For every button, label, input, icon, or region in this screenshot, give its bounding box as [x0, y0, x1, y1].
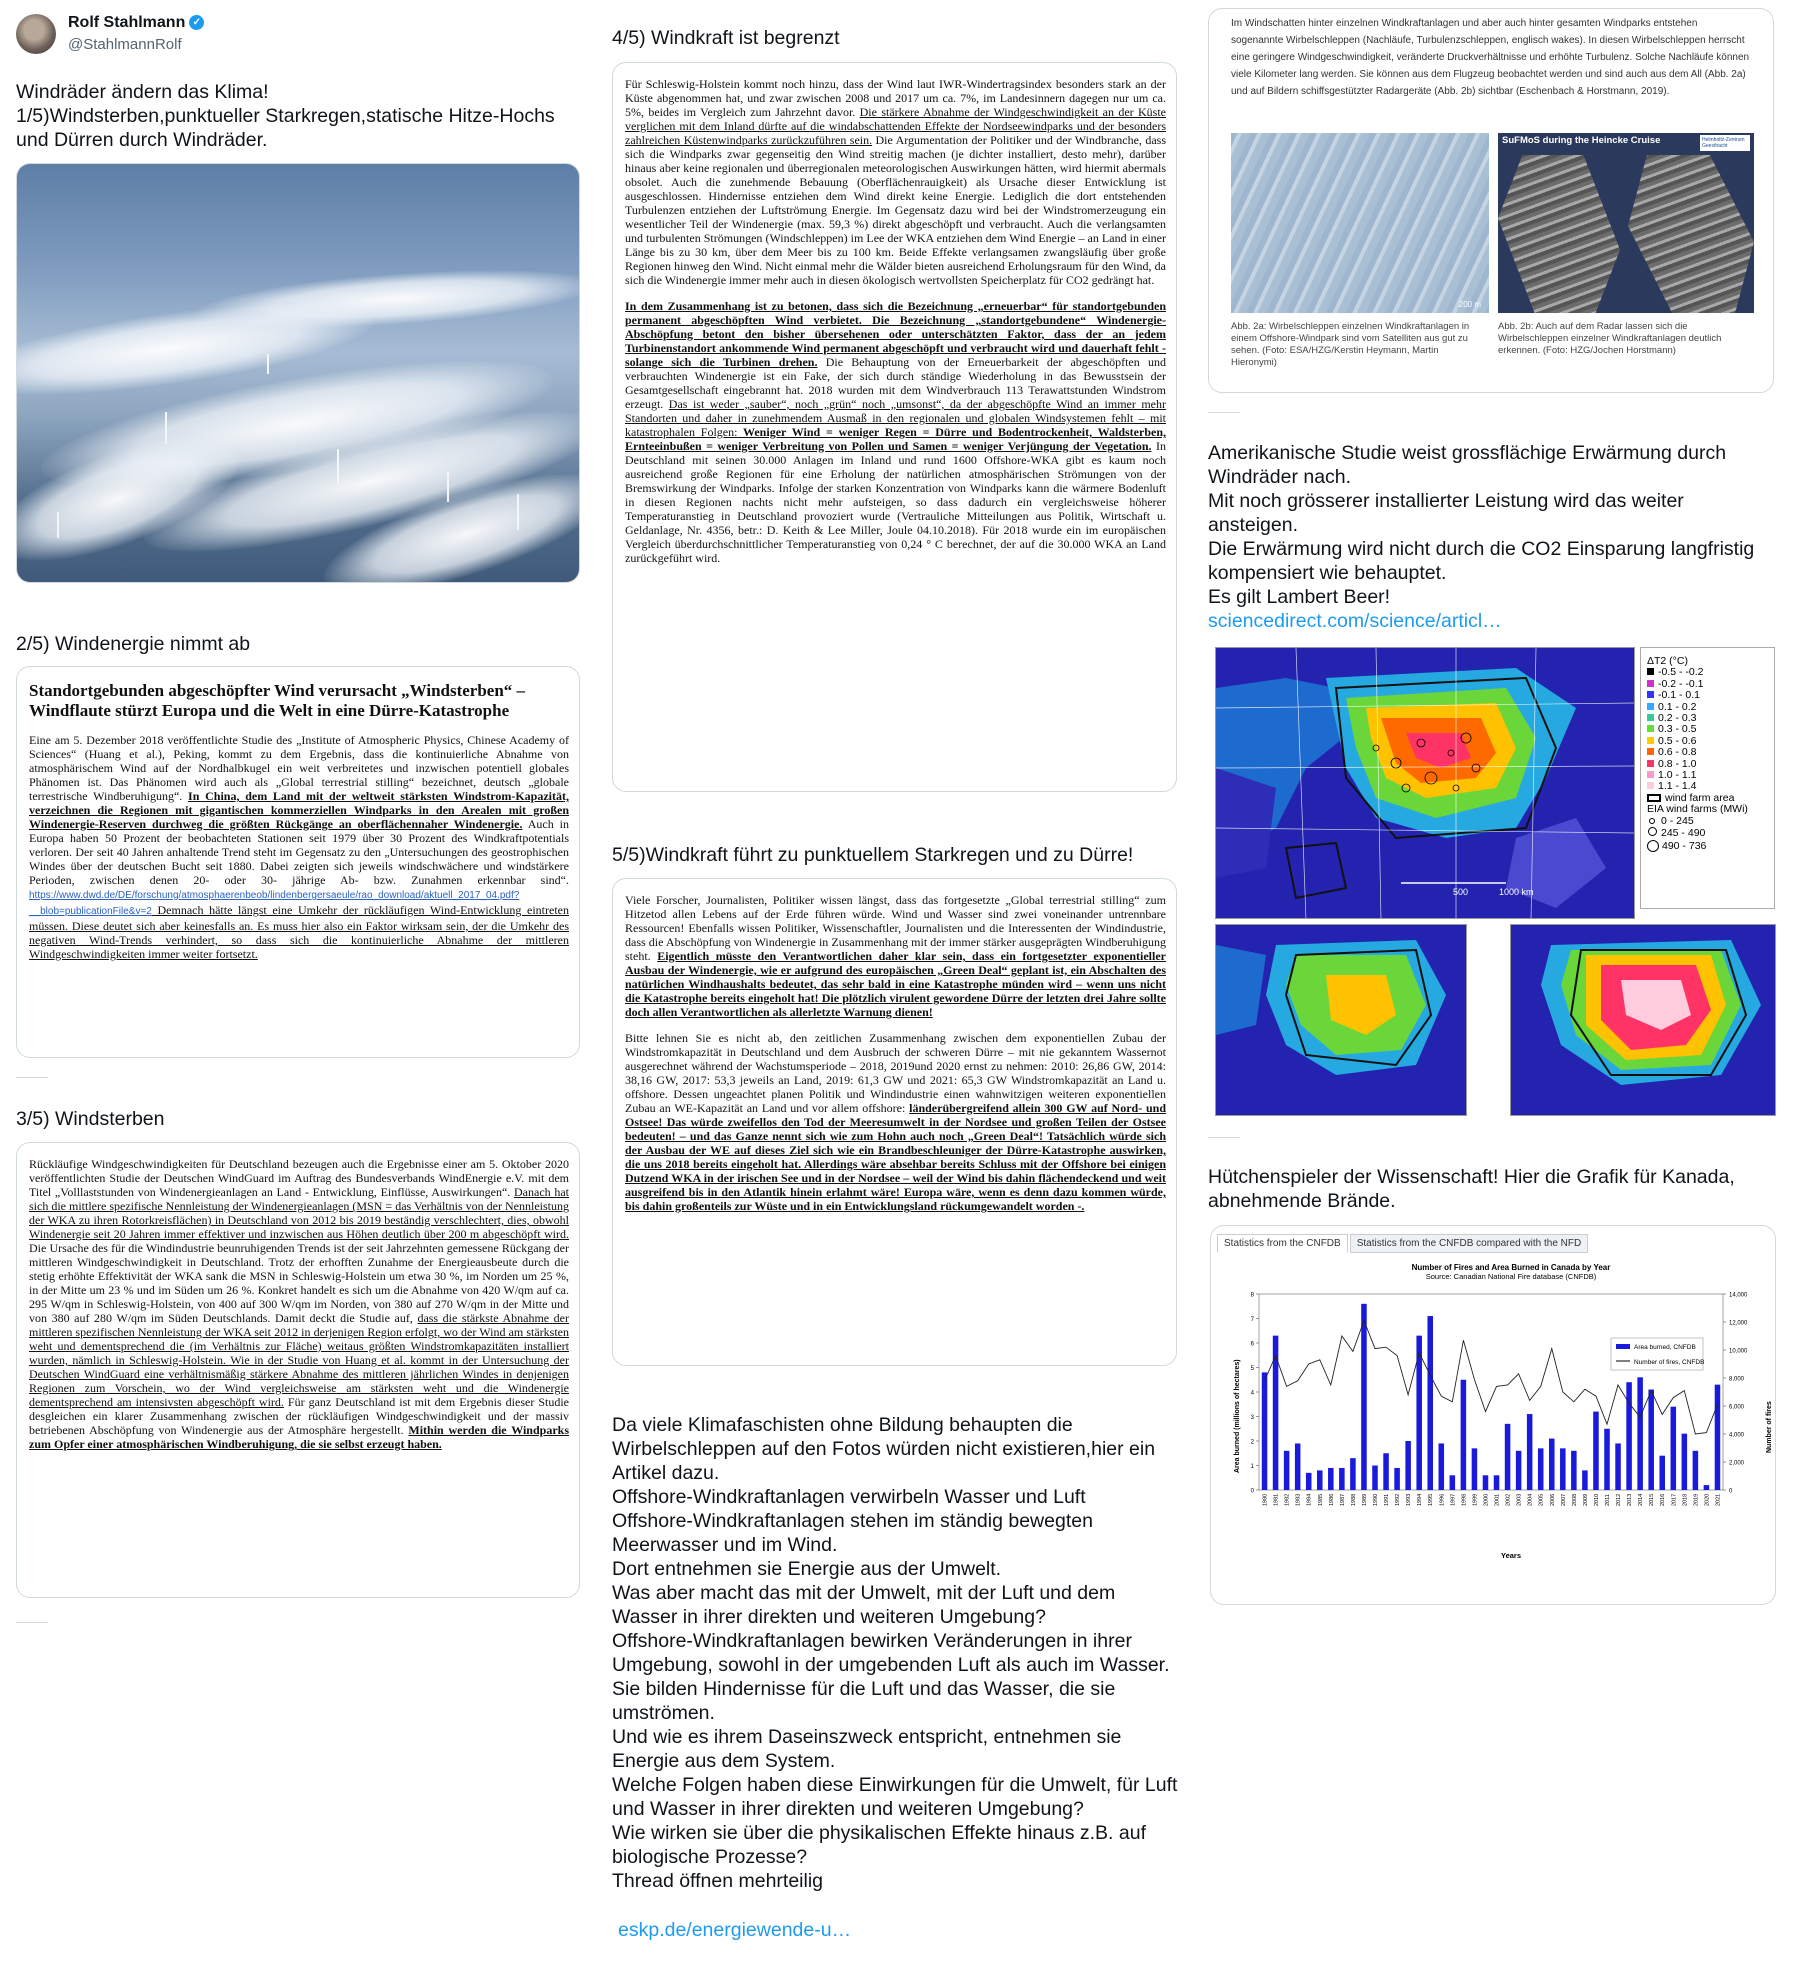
post-9-text: Hütchenspieler der Wissenschaft! Hier die Grafik für Kanada, abnehmende Brände.: [1208, 1166, 1735, 1212]
legend-eia: EIA wind farms (MWi): [1647, 803, 1748, 816]
x-tick-label: 2010: [1593, 1493, 1600, 1506]
wind-farm-photo[interactable]: [16, 163, 580, 583]
legend-swatch: [1647, 760, 1654, 767]
scale-500-label: 500: [1453, 887, 1469, 897]
x-tick-label: 2015: [1649, 1493, 1656, 1506]
x-tick-label: 1984: [1306, 1493, 1313, 1506]
chart-tabs: [1217, 1234, 1590, 1253]
x-tick-label: 1999: [1472, 1493, 1479, 1506]
y2-tick-label: 2,000: [1729, 1460, 1745, 1467]
x-tick-label: 2001: [1494, 1493, 1501, 1506]
legend-swatch: [1647, 725, 1654, 732]
post-5-document[interactable]: [612, 878, 1177, 1366]
x-tick-label: 1988: [1350, 1493, 1357, 1506]
x-tick-label: 1986: [1328, 1493, 1335, 1506]
bar-area-burned: [1295, 1443, 1301, 1490]
bar-area-burned: [1527, 1414, 1533, 1490]
caption-2a: Abb. 2a: Wirbelschleppen einzelnen Windkraftanlagen in einem Offshore-Windpark sind vom Satelliten aus gut zu sehen. (Foto: ESA/HZG/Kerstin Heymann, Martin Hieronymi): [1231, 321, 1470, 368]
chart-y2label: Number of fires: [1766, 1401, 1773, 1453]
post-3-text: 3/5) Windsterben: [16, 1108, 165, 1130]
legend-swatch: [1647, 771, 1654, 778]
y-tick-label: 8: [1250, 1292, 1254, 1299]
x-tick-label: 2013: [1627, 1493, 1634, 1506]
bar-area-burned: [1450, 1475, 1456, 1490]
y2-tick-label: 6,000: [1729, 1404, 1745, 1411]
bar-area-burned: [1328, 1468, 1334, 1490]
bar-area-burned: [1394, 1468, 1400, 1490]
y-tick-label: 0: [1250, 1488, 1254, 1495]
y-tick-label: 6: [1250, 1341, 1254, 1348]
bar-area-burned: [1704, 1485, 1710, 1490]
bar-area-burned: [1682, 1434, 1688, 1490]
bar-area-burned: [1306, 1473, 1312, 1490]
post-2-document[interactable]: [16, 666, 580, 1058]
y-tick-label: 1: [1250, 1464, 1254, 1470]
x-tick-label: 1992: [1395, 1493, 1402, 1506]
bar-area-burned: [1560, 1448, 1566, 1490]
x-tick-label: 1995: [1428, 1493, 1435, 1506]
y2-tick-label: 12,000: [1729, 1320, 1748, 1327]
chart-xlabel: Years: [1500, 1551, 1522, 1560]
x-tick-label: 2011: [1605, 1494, 1611, 1506]
bar-area-burned: [1505, 1424, 1511, 1490]
warming-map-small-svg: [1511, 925, 1776, 1116]
warming-map-main[interactable]: [1215, 647, 1635, 919]
x-tick-label: 2005: [1538, 1493, 1545, 1506]
x-tick-label: 1982: [1284, 1493, 1291, 1506]
thread-separator: [1208, 1137, 1240, 1138]
legend-item: 0.8 - 1.0: [1647, 759, 1768, 770]
radar-scan-a: [1498, 155, 1620, 313]
sciencedirect-link[interactable]: sciencedirect.com/science/articl…: [1208, 610, 1502, 632]
bar-area-burned: [1273, 1336, 1279, 1490]
document-paragraph: Für Schleswig-Holstein kommt noch hinzu, dass der Wind laut IWR-Windertragsindex besonders stark an der Küste abgenommen hat, und zwar zwischen 2008 und 2017 um ca. 7%, im Landesinnern dagegen nur um ca. 5%, beides im Vergleich zum Jahrzehnt davor. Die stärkere Abnahme der Windgeschwindigkeit an der Küste verglichen mit dem Inland dürfte auf die windabschattenden Effekte der Nordseewindparks und der besonders zahlreichen Küstenwindparks zurückzuführen sein. Die Argumentation der Politiker und der Windbranche, dass sich die Windparks zwar gegenseitig den Wind streitig machen (je dichter installiert, desto mehr), darüber hinaus aber keine regionalen und überregionalen meteorologischen Auswirkungen hätten, wird hiermit abermals obsolet. Auch die zunehmende Bebauung (Oberflächenrauigkeit) als Ursache dieser Entwicklung ist ausgeschlossen. Hindernisse entziehen dem Wind direkt keine Energie. Lediglich die dort entstehenden Turbulenzen entziehen der Luftströmung Energie. Im Gegensatz dazu wird bei der Windstromerzeugung ein wesentlicher Teil der Windenergie (max. 59,3 %) direkt abgeschöpft und verbraucht. Auch die verlangsamten und turbulenten Strömungen (Windschleppen) im Lee der WKA entziehen dem Wind Energie – an Land in einer Länge bis zu 30 km, über dem Meer bis zu 100 km. Beide Effekte verlangsamen zwangsläufig über große Regionen hinweg den Wind. Nicht einmal mehr die Wälder bieten ausreichend Erholungsraum für den Wind, da sich die Windenergie immer mehr auch in diesen ökologisch wertvollsten Speicherplatz für CO2 gedrängt hat.: [625, 77, 1166, 287]
legend-swatch: [1647, 680, 1654, 687]
x-tick-label: 2014: [1638, 1493, 1645, 1506]
x-tick-label: 1989: [1361, 1493, 1368, 1506]
fire-chart: [1211, 1258, 1776, 1598]
author-header: [16, 14, 576, 64]
chart-title: Number of Fires and Area Burned in Canada by Year: [1411, 1263, 1611, 1272]
legend-item: 0.5 - 0.6: [1647, 736, 1768, 747]
satellite-image: [1231, 133, 1489, 313]
post-2-text: 2/5) Windenergie nimmt ab: [16, 633, 251, 655]
bar-area-burned: [1383, 1453, 1389, 1490]
legend-farm-area: wind farm area: [1647, 793, 1768, 804]
turbine: [57, 512, 59, 538]
y2-tick-label: 0: [1729, 1488, 1733, 1495]
x-tick-label: 2004: [1527, 1493, 1534, 1506]
legend-swatch: [1647, 737, 1654, 744]
x-tick-label: 2017: [1671, 1493, 1678, 1506]
bar-area-burned: [1427, 1316, 1433, 1490]
y-tick-label: 4: [1250, 1390, 1254, 1397]
x-tick-label: 1990: [1373, 1493, 1379, 1506]
warming-map-small-1[interactable]: [1215, 924, 1467, 1116]
bar-area-burned: [1317, 1470, 1323, 1490]
x-tick-label: 1987: [1339, 1493, 1346, 1506]
legend-title: ΔT2 (°C): [1647, 655, 1688, 667]
x-tick-label: 1985: [1317, 1493, 1324, 1506]
article-text: Im Windschatten hinter einzelnen Windkraftanlagen und aber auch hinter gesamten Windparks entstehen sogenannte Wirbelschleppen (Nachläufe, Turbulenzschleppen, englisch wakes). In diesen Wirbelschleppen herrscht eine geringere Windgeschwindigkeit, veränderte Druckverhältnisse und erhöhte Turbulenz. Solche Nachläufe können viele Kilometer lang werden. Sie können aus dem Flugzeug beobachtet werden und sind auch aus dem All (Abb. 2a) und auf Bildern schiffsgestützter Radargeräte (Abb. 2b) sichtbar (Eschenbach & Horstmann, 2019).: [1231, 18, 1750, 97]
turbine: [337, 449, 339, 483]
legend-swatch: [1647, 748, 1654, 755]
legend-items: [1647, 667, 1768, 792]
thread-separator: [16, 1622, 48, 1623]
tab-cnfdb[interactable]: Statistics from the CNFDB: [1217, 1234, 1348, 1253]
x-tick-label: 1996: [1439, 1493, 1446, 1506]
institute-logo: Helmholtz-Zentrum Geesthacht: [1700, 135, 1750, 151]
legend-item: -0.1 - 0.1: [1647, 690, 1768, 701]
legend-item: 1.0 - 1.1: [1647, 770, 1768, 781]
chart-subtitle: Source: Canadian National Fire database (CNFDB): [1425, 1272, 1597, 1281]
document-paragraph: Viele Forscher, Journalisten, Politiker wissen längst, dass das fortgesetzte „Global terrestrial stilling“ zum Hitzetod allen Lebens auf der Erde führen würde. Wind und Wasser sind zwei voneinander untrennbare Ressourcen! Ebenfalls wissen Politiker, Wissenschaftler, Journalisten und die Interessenten der Windindustrie, dass die Abschöpfung von Windenergie in Zusammenhang mit der immer stärker ausgeprägten Windberuhigung steht. Eigentlich müsste den Verantwortlichen daher klar sein, dass ein fortgesetzter exponentieller Ausbau der Windenergie, wie er aufgrund des europäischen „Green Deal“ geplant ist, ein Abschalten des natürlichen Windhaushalts bedeutet, das sehr bald in eine Katastrophe münden wird – wenn uns nicht die Katastrophe bereits eingeholt hat! Die plötzlich virulent gewordene Dürre der letzten drei Jahre sollte doch allen Verantwortlichen als allerletzte Warnung dienen!: [625, 893, 1166, 1019]
bar-area-burned: [1461, 1380, 1467, 1490]
x-tick-label: 1994: [1417, 1493, 1424, 1506]
warming-map-small-svg: [1216, 925, 1467, 1116]
post-8-text: Amerikanische Studie weist grossflächige Erwärmung durch Windräder nach. Mit noch grösserer installierter Leistung wird das weiter ansteigen. Die Erwärmung wird nicht durch die CO2 Einsparung langfristig kompensiert wie behauptet. Es gilt Lambert Beer!: [1208, 442, 1755, 608]
bar-area-burned: [1671, 1407, 1677, 1490]
thread-separator: [16, 1077, 48, 1078]
bar-area-burned: [1483, 1475, 1489, 1490]
bar-area-burned: [1262, 1372, 1268, 1490]
bar-area-burned: [1405, 1441, 1411, 1490]
legend-item: -0.2 - -0.1: [1647, 679, 1768, 690]
legend-swatch: [1647, 782, 1654, 789]
x-tick-label: 2003: [1516, 1493, 1523, 1506]
bar-area-burned: [1494, 1475, 1500, 1490]
x-tick-label: 2009: [1582, 1493, 1589, 1506]
bar-area-burned: [1472, 1448, 1478, 1490]
legend-item: 0.3 - 0.5: [1647, 724, 1768, 735]
y2-tick-label: 4,000: [1729, 1432, 1745, 1439]
x-tick-label: 2008: [1571, 1493, 1578, 1506]
post-5-text: 5/5)Windkraft führt zu punktuellem Starkregen und zu Dürre!: [612, 844, 1134, 866]
legend-bar-label: Area burned, CNFDB: [1634, 1344, 1696, 1351]
legend-item: 0.1 - 0.2: [1647, 702, 1768, 713]
eskp-link[interactable]: eskp.de/energiewende-u…: [618, 1919, 852, 1941]
post-1-text: Windräder ändern das Klima! 1/5)Windsterben,punktueller Starkregen,statische Hitze-Hochs und Dürren durch Windräder.: [16, 81, 555, 151]
bar-area-burned: [1516, 1451, 1522, 1490]
farm-area-icon: [1647, 794, 1661, 802]
bar-area-burned: [1439, 1443, 1445, 1490]
bar-area-burned: [1659, 1456, 1665, 1490]
turbine: [447, 472, 449, 502]
post-3-document[interactable]: [16, 1142, 580, 1598]
turbine: [267, 354, 269, 374]
legend-eia-item: 490 - 736: [1647, 840, 1768, 852]
bar-area-burned: [1615, 1443, 1621, 1490]
x-tick-label: 1993: [1406, 1493, 1413, 1506]
avatar[interactable]: [16, 14, 56, 54]
x-tick-label: 2002: [1505, 1493, 1512, 1506]
bar-area-burned: [1571, 1451, 1577, 1490]
legend-swatch: [1647, 703, 1654, 710]
radar-image: [1498, 133, 1754, 313]
y-tick-label: 2: [1250, 1439, 1254, 1446]
warming-map-svg: [1216, 648, 1635, 919]
fire-chart-card[interactable]: [1210, 1225, 1776, 1605]
bar-area-burned: [1648, 1390, 1654, 1490]
legend-item: -0.5 - -0.2: [1647, 667, 1768, 678]
y-tick-label: 5: [1250, 1366, 1254, 1372]
bar-area-burned: [1339, 1468, 1345, 1490]
author-name[interactable]: Rolf Stahlmann ✓: [68, 14, 204, 32]
bar-area-burned: [1538, 1448, 1544, 1490]
radar-scan-b: [1628, 155, 1754, 313]
x-tick-label: 2012: [1616, 1493, 1623, 1506]
legend-item: 1.1 - 1.4: [1647, 781, 1768, 792]
legend-swatch: [1647, 668, 1654, 675]
chart-ylabel: Area burned (millions of hectares): [1234, 1359, 1241, 1473]
dwd-link[interactable]: https://www.dwd.de/DE/forschung/atmosphaerenbeob/lindenbergersaeule/rao_download/aktuell_2017_04.pdf?__blob=publicationFile&v=2: [29, 890, 520, 917]
post-7-article-card[interactable]: [1208, 8, 1774, 393]
legend-item: 0.2 - 0.3: [1647, 713, 1768, 724]
bar-area-burned: [1361, 1304, 1367, 1490]
x-tick-label: 2019: [1693, 1493, 1700, 1506]
x-tick-label: 1981: [1273, 1493, 1280, 1506]
legend-item: 0.6 - 0.8: [1647, 747, 1768, 758]
caption-2b: Abb. 2b: Auch auf dem Radar lassen sich die Wirbelschleppen einzelner Windkraftanlagen deutlich erkennen. (Foto: HZG/Jochen Horstmann): [1498, 321, 1722, 356]
post-4-document[interactable]: [612, 62, 1177, 792]
legend-line-label: Number of fires, CNFDB: [1634, 1359, 1705, 1366]
x-tick-label: 2007: [1560, 1493, 1567, 1506]
y-tick-label: 3: [1250, 1415, 1254, 1421]
y2-tick-label: 8,000: [1729, 1376, 1745, 1383]
x-tick-label: 2016: [1660, 1493, 1667, 1506]
legend-eia-item: 0 - 245: [1647, 816, 1768, 827]
bar-area-burned: [1372, 1466, 1378, 1491]
bar-area-burned: [1626, 1382, 1632, 1490]
bar-area-burned: [1549, 1439, 1555, 1490]
post-6-text: Da viele Klimafaschisten ohne Bildung behaupten die Wirbelschleppen auf den Fotos würden nicht existieren,hier ein Artikel dazu. Offshore-Windkraftanlagen verwirbeln Wasser und Luft Offshore-Windkraftanlagen stehen im ständig bewegten Meerwasser und im Wind. Dort entnehmen sie Energie aus der Umwelt. Was aber macht das mit der Umwelt, mit der Luft und dem Wasser in ihrer direkten und weiteren Umgebung? Offshore-Windkraftanlagen bewirken Veränderungen in ihrer Umgebung, sowohl in der umgebenden Luft als auch im Wasser. Sie bilden Hindernisse für die Luft und das Wasser, die sie umströmen. Und wie es ihrem Daseinszweck entspricht, entnehmen sie Energie aus dem System. Welche Folgen haben diese Einwirkungen für die Umwelt, für Luft und Wasser in ihrer direkten und weiteren Umgebung? Wie wirken sie über die physikalischen Effekte hinaus z.B. auf biologische Prozesse? Thread öffnen mehrteilig: [612, 1414, 1178, 1892]
post-4-text: 4/5) Windkraft ist begrenzt: [612, 27, 840, 49]
legend-eia-item: 245 - 490: [1647, 827, 1768, 839]
x-tick-label: 2020: [1704, 1493, 1711, 1506]
map-legend: [1640, 647, 1775, 909]
bar-area-burned: [1693, 1451, 1699, 1490]
x-tick-label: 2000: [1483, 1493, 1490, 1506]
legend-swatch: [1647, 691, 1654, 698]
x-tick-label: 2006: [1549, 1493, 1556, 1506]
document-paragraph: Eine am 5. Dezember 2018 veröffentlichte Studie des „Institute of Atmospheric Physics, Chinese Academy of Sciences“ (Huang et al.), Peking, kommt zu dem Ergebnis, dass die kontinuierliche Abnahme von atmosphärischem Wind auf der Nordhalbkugel ein weit verbreitetes und inzwischen potentiell globales Phänomen ist. Das Phänomen wird auch als „Global terrestrial stilling“ bezeichnet, deutsch „globale terrestrische Windberuhigung“. In China, dem Land mit der weltweit stärksten Windstrom-Kapazität, verzeichnen die Regionen mit gigantischen kommerziellen Windparks in den Arealen mit großen Windenergie-Reserven durchweg die größten Rückgänge an oberflächennaher Windenergie. Auch in Europa haben 50 Prozent der beobachteten Stationen seit 1979 über 30 Prozent des Windkraftpotentials verloren. Der seit 40 Jahren anhaltende Trend steht im Gegensatz zu den „Untersuchungen des geostrophischen Windes über der deutschen Bucht seit 1880. Dabei zeigten sich jeweils windschwächere und windstärkere Perioden, zwischen denen 20- oder 30- jährige Ab- bzw. Zunahmen erkennbar sind“. https://www.dwd.de/DE/forschung/atmosphaerenbeob/lindenbergersaeule/rao_download/aktuell_2017_04.pdf?__blob=publicationFile&v=2 Demnach hätte längst eine Umkehr der rückläufigen Wind-Entwicklung eintreten müssen. Diese deutet sich aber keinesfalls an. Es muss hier also ein Faktor wirksam sein, der die Umkehr des negativen Wind-Trends verhindert, so dass sich die kontinuierliche Abnahme der mittleren Windgeschwindigkeiten immer weiter fortsetzt.: [29, 733, 569, 961]
tab-cnfdb-nfd[interactable]: Statistics from the CNFDB compared with the NFD: [1350, 1234, 1589, 1253]
bar-area-burned: [1604, 1429, 1610, 1490]
scale-1000-label: 1000 km: [1499, 887, 1534, 897]
warming-map-small-2[interactable]: [1510, 924, 1776, 1116]
bar-area-burned: [1637, 1377, 1643, 1490]
x-tick-label: 1997: [1450, 1493, 1457, 1506]
x-tick-label: 2021: [1715, 1493, 1722, 1506]
y2-tick-label: 14,000: [1729, 1292, 1748, 1299]
y2-tick-label: 10,000: [1729, 1348, 1748, 1355]
x-tick-label: 1983: [1295, 1493, 1302, 1506]
x-tick-label: 2018: [1682, 1493, 1689, 1506]
bar-area-burned: [1284, 1451, 1290, 1490]
bar-area-burned: [1582, 1470, 1588, 1490]
x-tick-label: 1980: [1262, 1493, 1269, 1506]
x-tick-label: 1998: [1461, 1493, 1468, 1506]
document-paragraph: In dem Zusammenhang ist zu betonen, dass sich die Bezeichnung „erneuerbar“ für standortgebunden permanent abgeschöpften Wind verbietet. Die Bezeichnung „standortgebundene“ Windenergie-Abschöpfung betont den bisher übersehenen oder unterschätzten Faktor, dass der an jedem Turbinenstandort ankommende Wind permanent abgeschöpft und verbraucht wird und dauerhaft fehlt - solange sich die Turbinen drehen. Die Behauptung von der Erneuerbarkeit der abgeschöpften und verbrauchten Windenergie ist ein Fake, der sich durch ständige Wiederholung in das Bewusstsein der Gesamtgesellschaft eingebrannt hat. 2018 wurden mit dem Windverbrauch 113 Terawattstunden Windstrom erzeugt. Das ist weder „sauber“, noch „grün“ noch „umsonst“, da der abgeschöpfte Wind an immer mehr Standorten und daher in zunehmendem Ausmaß in den regionalen und globalen Windsystemen fehlt – mit katastrophalen Folgen: Weniger Wind = weniger Regen = Dürre und Bodentrockenheit, Waldsterben, Ernteeinbußen = weniger Verbreitung von Pollen und Samen = weniger Verjüngung der Vegetation. In Deutschland mit seinen 30.000 Anlagen im Inland und rund 1600 Offshore-WKA gibt es kaum noch ausreichend große Regionen für eine Erholung der natürlichen atmosphärischen Strömungen von der Bremswirkung der Windparks. Infolge der starken Konzentration von Windparks kann die wärmere Bodenluft in diesen Regionen nachts nicht mehr aufsteigen, so dass dadurch ein vergleichsweise höherer Temperaturanstieg in Deutschland provoziert wurde (Vertrauliche Mitteilungen aus Politik, Wirtschaft u. Geldanlage, Nr. 4356, betr.: D. Keith & Lee Miller, Joule 04.10.2018). Für 2018 wurde ein im europäischen Vergleich überdurchschnittlicher Temperaturanstieg von 0,24 ° C berechnet, der auf die 30.000 WKA an Land zurückgeführt wird.: [625, 299, 1167, 565]
bar-area-burned: [1350, 1458, 1356, 1490]
document-paragraph: Bitte lehnen Sie es nicht ab, den zeitlichen Zusammenhang zwischen dem exponentiellen Zubau der Windstromkapazität in Deutschland und dem Ausbruch der schweren Dürre – mit nie gekanntem Wassernot ausgerechnet während der Wachstumsperiode – 2018, 2019und 2020 ernst zu nehmen: 2010: 26,86 GW, 2014: 38,16 GW, 2017: 53,3 jeweils an Land, 2019: 61,3 GW und 2021: 65,3 GW Windstromkapazität an Land u. offshore. Dessen ungeachtet planen Politik und Windindustrie einen wahnwitzigen weiteren exponentiellen Zubau an WE-Kapazität an Land und vor allem offshore: länderübergreifend allein 300 GW auf Nord- und Ostsee! Das würde zweifellos den Tod der Meeresumwelt in der Nordsee und großen Teilen der Ostsee bedeuten! – und das Ganze nennt sich wie zum Hohn auch noch „Green Deal“! Tatsächlich würde sich der Ausbau der WE auf dieses Ziel sich wie ein Brandbeschleuniger der Dürre-Katastrophe auswirken, die uns 2018 bereits eingeholt hat. Allerdings wäre absehbar bereits Schluss mit der Offshore bei einigen Dutzend WKA in der irischen See und in der Nordsee – weil der Wind bis dahin flächendeckend und weit ausgreifend bis in den Atlantik hinein erlahmt wäre! Europa wäre, wenn es denn dazu kommen würde, bis dahin großenteils zur Wüste und in ein Entwicklungsland rückumgewandelt worden -.: [625, 1031, 1167, 1213]
y-tick-label: 7: [1250, 1317, 1254, 1323]
thread-separator: [1208, 412, 1240, 413]
author-handle[interactable]: @StahlmannRolf: [68, 36, 182, 53]
scale-label: 200 m: [1458, 300, 1481, 309]
verified-icon: ✓: [189, 15, 204, 30]
document-paragraph: Rückläufige Windgeschwindigkeiten für Deutschland bezeugen auch die Ergebnisse einer am 5. Oktober 2020 veröffentlichten Studie der Deutschen WindGuard im Auftrag des Bundesverbands WindEnergie e.V. mit dem Titel „Volllaststunden von Windenergieanlagen an Land - Entwicklung, Einflüsse, Auswirkungen“. Danach hat sich die mittlere spezifische Nennleistung der Windenergieanlagen (MSN = das Verhältnis von der Nennleistung der WKA zu ihren Rotorkreisflächen) in Deutschland von 2012 bis 2019 beständig verschlechtert, dies, obwohl Windenergie seit 20 Jahren immer effektiver und inzwischen aus Höhen deutlich über 200 m abgeschöpft wird. Die Ursache des für die Windindustrie beunruhigenden Trends ist der seit Jahrzehnten gemessene Rückgang der mittleren Windgeschwindigkeit in Deutschland. Trotz der erhofften Zunahme der Energieausbeute durch die stetig erhöhte Effektivität der WKA sank die MSN in Schleswig-Holstein um etwa 30 %, im Norden um 25 %, in der Mitte um 23 % und im Süden um 26 %. Konkret handelt es sich um die Abnahme von 420 W/qm auf ca. 295 W/qm in Schleswig-Holstein, von 400 auf 300 W/qm im Norden, von 380 auf 270 W/qm in der Mitte und von 380 auf 280 W/qm im Süden Deutschlands. Damit deckt die Studie auf, dass die stärkste Abnahme der mittleren spezifischen Nennleistung der WKA seit 2012 in derjenigen Region erfolgt, wo der Wind am stärksten weht und dementsprechend die (im Verhältnis zur Fläche) weitaus größten Windstromkapazitäten installiert wurden, nämlich in Schleswig-Holstein. Wie in der Studie von Huang et al. kommt in der Untersuchung der Deutschen WindGuard eine verhältnismäßig stärkere Abnahme des mittleren jährlichen Windes in denjenigen Regionen zum Vorschein, wo der Wind vergleichsweise am stärksten weht und die Windenergie dementsprechend am intensivsten abgeschöpft wird. Für ganz Deutschland ist mit dem Ergebnis dieser Studie desgleichen ein klarer Zusammenhang zwischen der rückläufigen Windgeschwindigkeit und der massiv betriebenen Abschöpfung von Windenergie aus der Atmosphäre hergestellt. Mithin werden die Windparks zum Opfer einer atmosphärischen Windberuhigung, die sie selbst erzeugt haben.: [29, 1157, 570, 1451]
legend-bar-swatch: [1616, 1344, 1630, 1349]
document-heading: Standortgebunden abgeschöpfter Wind verursacht „Windsterben“ – Windflaute stürzt Europa und die Welt in eine Dürre-Katastrophe: [29, 681, 526, 720]
bar-area-burned: [1593, 1412, 1599, 1490]
turbine: [165, 412, 167, 444]
legend-swatch: [1647, 714, 1654, 721]
radar-title: SuFMoS during the Heincke Cruise: [1502, 135, 1661, 146]
x-tick-label: 1991: [1384, 1493, 1391, 1506]
turbine: [517, 494, 519, 530]
bar-area-burned: [1715, 1385, 1721, 1490]
